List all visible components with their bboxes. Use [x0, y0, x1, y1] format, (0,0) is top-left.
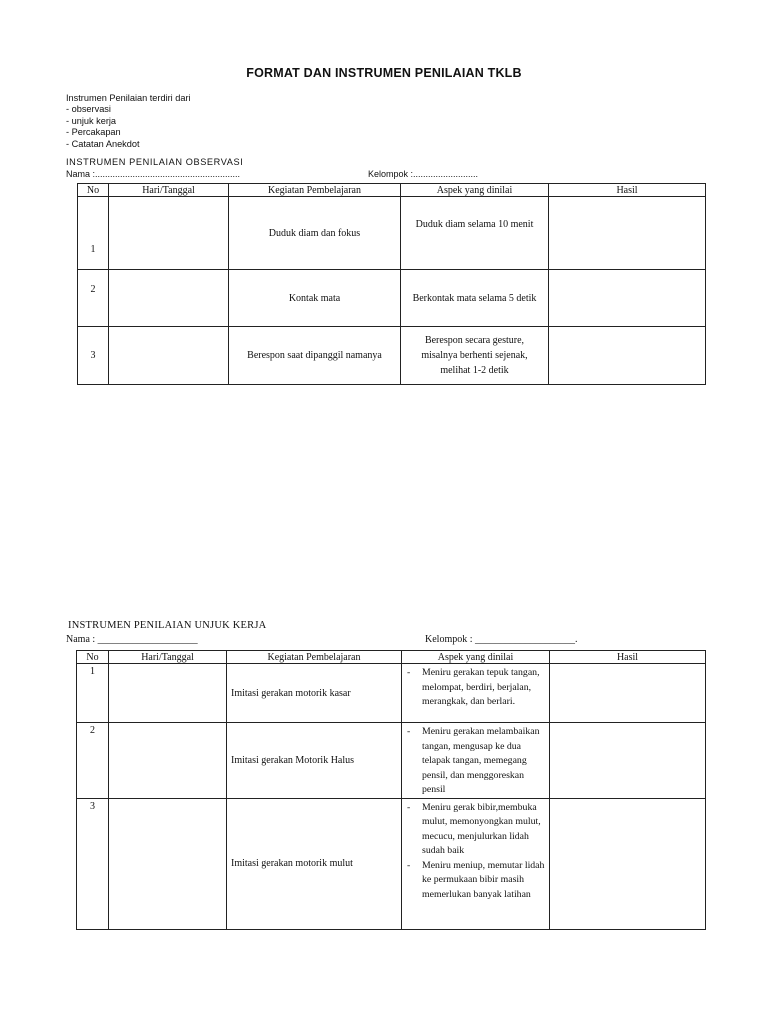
observasi-nama-field: Nama :.......................................................... — [66, 169, 241, 179]
cell-kegiatan: Kontak mata — [229, 270, 401, 327]
cell-kegiatan: Imitasi gerakan motorik kasar — [227, 664, 402, 723]
cell-kegiatan: Berespon saat dipanggil namanya — [229, 327, 401, 385]
cell-tanggal — [109, 798, 227, 929]
cell-no: 2 — [78, 270, 109, 327]
intro-item: - observasi — [66, 104, 111, 115]
cell-aspek: Duduk diam selama 10 menit — [401, 197, 549, 270]
aspek-item: - Meniru gerakan tepuk tangan, melompat, berdiri, berjalan, merangkak, dan berlari. — [402, 666, 549, 710]
intro-item: - Percakapan — [66, 127, 121, 138]
cell-kegiatan: Imitasi gerakan motorik mulut — [227, 798, 402, 929]
cell-aspek: Berkontak mata selama 5 detik — [401, 270, 549, 327]
observasi-heading: INSTRUMEN PENILAIAN OBSERVASI — [66, 157, 244, 167]
table-header-row — [78, 184, 706, 197]
column-header-tanggal: Hari/Tanggal — [109, 184, 229, 197]
cell-aspek: Berespon secara gesture, misalnya berhenti sejenak, melihat 1-2 detik — [401, 327, 549, 385]
cell-no: 2 — [77, 723, 109, 799]
page-title: FORMAT DAN INSTRUMEN PENILAIAN TKLB — [246, 66, 522, 80]
column-header-kegiatan: Kegiatan Pembelajaran — [227, 651, 402, 664]
column-header-aspek: Aspek yang dinilai — [402, 651, 550, 664]
cell-kegiatan: Imitasi gerakan Motorik Halus — [227, 723, 402, 799]
aspek-item: - Meniru meniup, memutar lidah ke permukaan bibir masih memerlukan banyak latihan — [402, 859, 549, 903]
cell-tanggal — [109, 664, 227, 723]
column-header-aspek: Aspek yang dinilai — [401, 184, 549, 197]
cell-kegiatan: Duduk diam dan fokus — [229, 197, 401, 270]
table-row — [78, 327, 706, 385]
unjuk-kerja-heading: INSTRUMEN PENILAIAN UNJUK KERJA — [68, 620, 267, 631]
cell-tanggal — [109, 723, 227, 799]
aspek-list — [402, 799, 549, 903]
intro-section — [66, 93, 191, 150]
table-row — [77, 798, 706, 929]
column-header-hasil: Hasil — [550, 651, 706, 664]
cell-tanggal — [109, 197, 229, 270]
table-row — [77, 664, 706, 723]
cell-hasil — [550, 798, 706, 929]
cell-aspek — [402, 664, 550, 723]
cell-hasil — [549, 270, 706, 327]
table-row — [78, 270, 706, 327]
cell-aspek — [402, 798, 550, 929]
cell-hasil — [550, 723, 706, 799]
intro-item: - Catatan Anekdot — [66, 138, 140, 149]
intro-item: - unjuk kerja — [66, 115, 117, 126]
unjuk-kerja-nama-field: Nama : ____________________ — [66, 634, 198, 645]
aspek-list — [402, 664, 549, 710]
table-row — [77, 723, 706, 799]
cell-no: 1 — [77, 664, 109, 723]
observasi-kelompok-field: Kelompok :.......................... — [368, 169, 479, 179]
cell-tanggal — [109, 327, 229, 385]
column-header-hasil: Hasil — [549, 184, 706, 197]
table-header-row — [77, 651, 706, 664]
column-header-no: No — [77, 651, 109, 664]
cell-no: 3 — [78, 327, 109, 385]
cell-aspek — [402, 723, 550, 799]
cell-hasil — [550, 664, 706, 723]
aspek-item: - Meniru gerakan melambaikan tangan, mengusap ke dua telapak tangan, memegang pensil, dan menggoreskan pensil — [402, 725, 549, 798]
unjuk-kerja-kelompok-field: Kelompok : ____________________. — [425, 634, 578, 645]
cell-no: 1 — [78, 197, 109, 270]
column-header-kegiatan: Kegiatan Pembelajaran — [229, 184, 401, 197]
aspek-list — [402, 723, 549, 798]
observasi-table — [77, 183, 706, 385]
column-header-tanggal: Hari/Tanggal — [109, 651, 227, 664]
cell-hasil — [549, 197, 706, 270]
aspek-item: - Meniru gerak bibir,membuka mulut, memonyongkan mulut, mecucu, menjulurkan lidah sudah baik — [402, 801, 549, 859]
cell-no: 3 — [77, 798, 109, 929]
cell-hasil — [549, 327, 706, 385]
unjuk-kerja-table — [76, 650, 706, 930]
cell-tanggal — [109, 270, 229, 327]
intro-heading: Instrumen Penilaian terdiri dari — [66, 93, 191, 103]
column-header-no: No — [78, 184, 109, 197]
table-row — [78, 197, 706, 270]
